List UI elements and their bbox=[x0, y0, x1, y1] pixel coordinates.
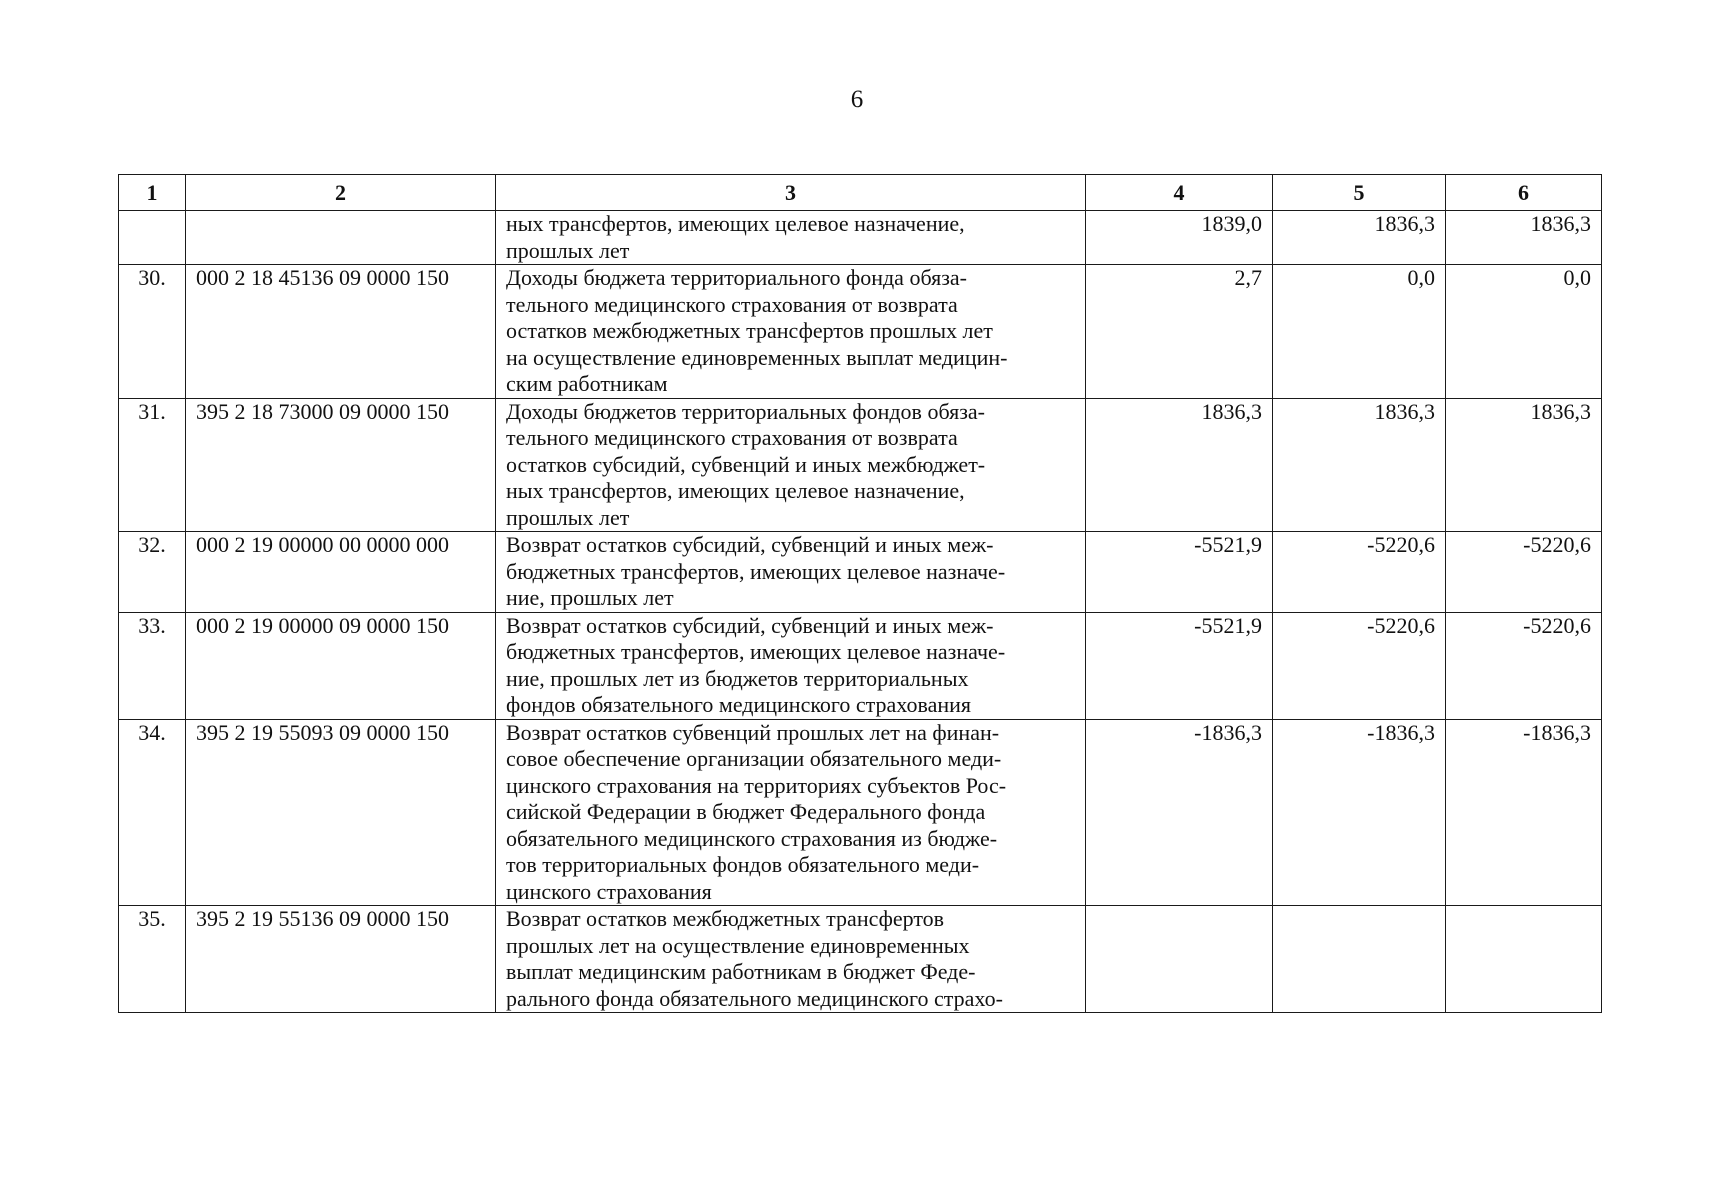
value-col-5 bbox=[1273, 906, 1446, 1013]
col-header-2: 2 bbox=[186, 175, 496, 211]
table-body bbox=[119, 211, 1602, 1013]
value-col-5: 1836,3 bbox=[1273, 211, 1446, 265]
header-row bbox=[119, 175, 1602, 211]
table-header bbox=[119, 175, 1602, 211]
row-description bbox=[496, 719, 1086, 906]
value-col-6: -5220,6 bbox=[1446, 532, 1602, 613]
table-row bbox=[119, 398, 1602, 532]
row-number: 35. bbox=[119, 906, 186, 1013]
description-line: остатков субсидий, субвенций и иных межбюджет- bbox=[506, 451, 986, 477]
row-number: 33. bbox=[119, 612, 186, 719]
description-line: тов территориальных фондов обязательного меди- bbox=[506, 852, 980, 877]
description-line: Возврат остатков межбюджетных трансфертов bbox=[506, 906, 945, 931]
value-col-4: -5521,9 bbox=[1086, 532, 1273, 613]
budget-code bbox=[186, 211, 496, 265]
description-line: бюджетных трансфертов, имеющих целевое назначе- bbox=[506, 639, 1006, 664]
row-description bbox=[496, 265, 1086, 399]
row-description bbox=[496, 211, 1086, 265]
table-row bbox=[119, 906, 1602, 1013]
value-col-5: 1836,3 bbox=[1273, 398, 1446, 532]
row-description bbox=[496, 906, 1086, 1013]
value-col-5: -1836,3 bbox=[1273, 719, 1446, 906]
budget-code: 395 2 19 55093 09 0000 150 bbox=[186, 719, 496, 906]
table-row bbox=[119, 612, 1602, 719]
value-col-6: -5220,6 bbox=[1446, 612, 1602, 719]
description-line: совое обеспечение организации обязательного меди- bbox=[506, 746, 1002, 771]
row-number: 32. bbox=[119, 532, 186, 613]
row-number bbox=[119, 211, 186, 265]
description-line: сийской Федерации в бюджет Федерального фонда bbox=[506, 799, 986, 824]
value-col-4: 1839,0 bbox=[1086, 211, 1273, 265]
description-line: остатков межбюджетных трансфертов прошлых лет bbox=[506, 318, 993, 343]
value-col-4 bbox=[1086, 906, 1273, 1013]
col-header-5: 5 bbox=[1273, 175, 1446, 211]
row-description bbox=[496, 532, 1086, 613]
value-col-4: -5521,9 bbox=[1086, 612, 1273, 719]
col-header-4: 4 bbox=[1086, 175, 1273, 211]
table-row bbox=[119, 265, 1602, 399]
value-col-6: 0,0 bbox=[1446, 265, 1602, 399]
budget-table bbox=[118, 174, 1602, 1013]
description-line: Доходы бюджетов территориальных фондов обяза- bbox=[506, 398, 985, 424]
description-line: обязательного медицинского страхования из бюдже- bbox=[506, 825, 998, 851]
description-line: Доходы бюджета территориального фонда обяза- bbox=[506, 265, 967, 290]
col-header-1: 1 bbox=[119, 175, 186, 211]
row-description bbox=[496, 612, 1086, 719]
description-line: прошлых лет bbox=[506, 504, 630, 530]
value-col-6: -1836,3 bbox=[1446, 719, 1602, 906]
description-line: цинского страхования на территориях субъектов Рос- bbox=[506, 772, 1007, 798]
budget-code: 395 2 18 73000 09 0000 150 bbox=[186, 398, 496, 532]
value-col-6: 1836,3 bbox=[1446, 211, 1602, 265]
table-row bbox=[119, 532, 1602, 613]
row-number: 31. bbox=[119, 398, 186, 532]
value-col-4: 2,7 bbox=[1086, 265, 1273, 399]
description-line: Возврат остатков субсидий, субвенций и иных меж- bbox=[506, 612, 994, 638]
value-col-5: -5220,6 bbox=[1273, 612, 1446, 719]
description-line: Возврат остатков субвенций прошлых лет на финан- bbox=[506, 719, 1000, 745]
value-col-5: 0,0 bbox=[1273, 265, 1446, 399]
value-col-5: -5220,6 bbox=[1273, 532, 1446, 613]
description-line: цинского страхования bbox=[506, 878, 712, 904]
table-row bbox=[119, 719, 1602, 906]
row-number: 30. bbox=[119, 265, 186, 399]
table-row bbox=[119, 211, 1602, 265]
description-line: фондов обязательного медицинского страхования bbox=[506, 692, 971, 717]
description-line: тельного медицинского страхования от возврата bbox=[506, 425, 958, 450]
description-line: ским работникам bbox=[506, 371, 668, 396]
value-col-6: 1836,3 bbox=[1446, 398, 1602, 532]
description-line: ных трансфертов, имеющих целевое назначение, bbox=[506, 211, 965, 236]
description-line: прошлых лет bbox=[506, 237, 630, 263]
row-description bbox=[496, 398, 1086, 532]
description-line: на осуществление единовременных выплат медицин- bbox=[506, 344, 1008, 370]
value-col-4: -1836,3 bbox=[1086, 719, 1273, 906]
description-line: ние, прошлых лет bbox=[506, 585, 674, 610]
budget-code: 395 2 19 55136 09 0000 150 bbox=[186, 906, 496, 1013]
description-line: выплат медицинским работникам в бюджет Феде- bbox=[506, 959, 976, 984]
budget-code: 000 2 18 45136 09 0000 150 bbox=[186, 265, 496, 399]
col-header-6: 6 bbox=[1446, 175, 1602, 211]
description-line: прошлых лет на осуществление единовременных bbox=[506, 932, 970, 958]
budget-code: 000 2 19 00000 09 0000 150 bbox=[186, 612, 496, 719]
description-line: бюджетных трансфертов, имеющих целевое назначе- bbox=[506, 558, 1006, 584]
value-col-6 bbox=[1446, 906, 1602, 1013]
value-col-4: 1836,3 bbox=[1086, 398, 1273, 532]
page-number: 6 bbox=[850, 86, 864, 113]
description-line: ных трансфертов, имеющих целевое назначение, bbox=[506, 478, 965, 503]
description-line: Возврат остатков субсидий, субвенций и иных меж- bbox=[506, 532, 994, 557]
description-line: ние, прошлых лет из бюджетов территориальных bbox=[506, 665, 969, 691]
description-line: тельного медицинского страхования от возврата bbox=[506, 291, 958, 317]
row-number: 34. bbox=[119, 719, 186, 906]
budget-code: 000 2 19 00000 00 0000 000 bbox=[186, 532, 496, 613]
col-header-3: 3 bbox=[496, 175, 1086, 211]
description-line: рального фонда обязательного медицинского страхо- bbox=[506, 985, 1003, 1011]
